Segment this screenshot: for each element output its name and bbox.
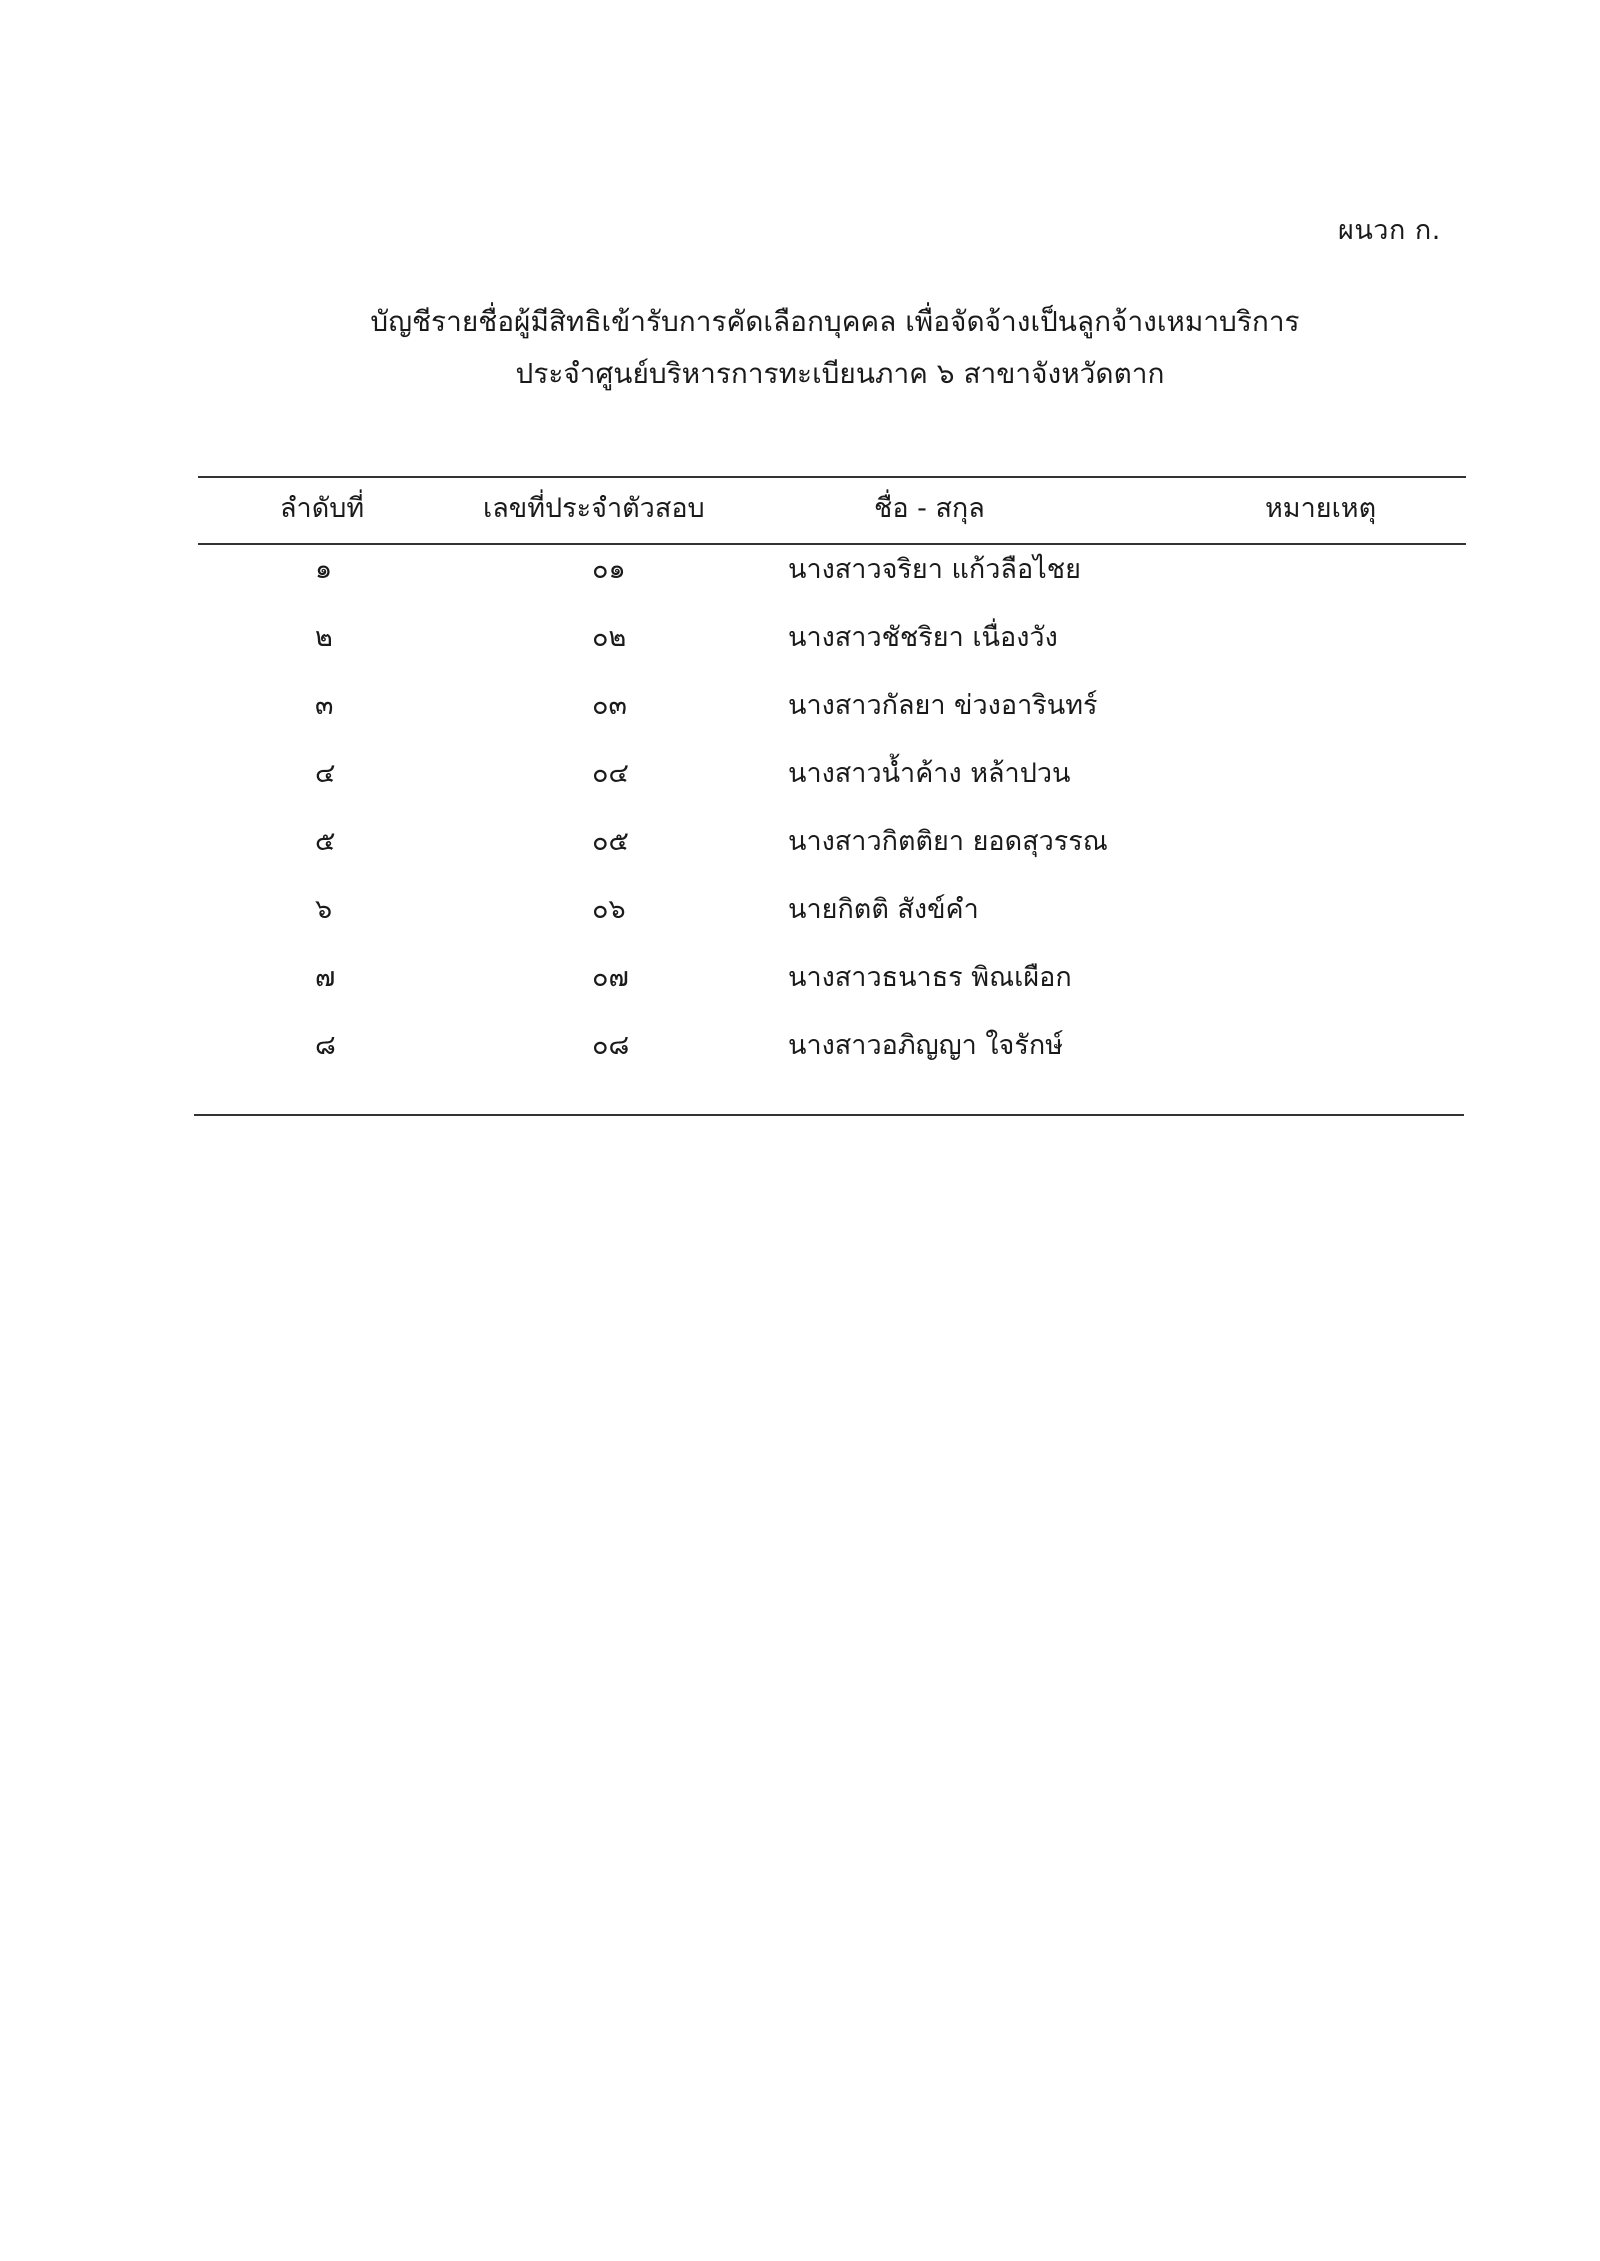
cell-no: ๕ bbox=[315, 826, 336, 857]
cell-no: ๓ bbox=[315, 690, 334, 721]
title-line-2: ประจำศูนย์บริหารการทะเบียนภาค ๖ สาขาจังหวัดตาก bbox=[515, 357, 1165, 390]
header-exam-id: เลขที่ประจำตัวสอบ bbox=[483, 493, 705, 524]
cell-name: นางสาวชัชริยา เนื่องวัง bbox=[788, 622, 1058, 653]
cell-no: ๔ bbox=[315, 758, 336, 789]
cell-exam-id: ๐๘ bbox=[592, 1030, 630, 1061]
cell-name: นางสาวน้ำค้าง หล้าปวน bbox=[788, 758, 1071, 789]
cell-name: นางสาวธนาธร พิณเผือก bbox=[788, 962, 1072, 993]
cell-exam-id: ๐๓ bbox=[592, 690, 627, 721]
table-top-rule bbox=[198, 476, 1466, 478]
cell-exam-id: ๐๖ bbox=[592, 894, 626, 925]
table-row bbox=[0, 956, 1600, 1024]
cell-exam-id: ๐๒ bbox=[592, 622, 627, 653]
cell-name: นายกิตติ สังข์คำ bbox=[788, 894, 979, 925]
cell-no: ๑ bbox=[315, 554, 333, 585]
cell-exam-id: ๐๑ bbox=[592, 554, 626, 585]
cell-exam-id: ๐๗ bbox=[592, 962, 629, 993]
header-name: ชื่อ - สกุล bbox=[874, 493, 985, 524]
table-body bbox=[0, 548, 1600, 1092]
cell-name: นางสาวอภิญญา ใจรักษ์ bbox=[788, 1030, 1064, 1061]
cell-name: นางสาวจริยา แก้วลือไชย bbox=[788, 554, 1081, 585]
header-no: ลำดับที่ bbox=[280, 493, 365, 524]
table-bottom-rule bbox=[194, 1114, 1464, 1116]
table-row bbox=[0, 888, 1600, 956]
cell-exam-id: ๐๕ bbox=[592, 826, 629, 857]
cell-name: นางสาวกิตติยา ยอดสุวรรณ bbox=[788, 826, 1108, 857]
cell-no: ๘ bbox=[315, 1030, 336, 1061]
cell-name: นางสาวกัลยา ข่วงอารินทร์ bbox=[788, 690, 1098, 721]
header-remark: หมายเหตุ bbox=[1265, 493, 1377, 524]
table-row bbox=[0, 684, 1600, 752]
table-header-rule bbox=[198, 543, 1466, 545]
table-row bbox=[0, 752, 1600, 820]
cell-no: ๖ bbox=[315, 894, 333, 925]
table-row bbox=[0, 820, 1600, 888]
cell-no: ๗ bbox=[315, 962, 336, 993]
cell-exam-id: ๐๔ bbox=[592, 758, 629, 789]
cell-no: ๒ bbox=[315, 622, 333, 653]
annex-label: ผนวก ก. bbox=[1338, 215, 1441, 246]
document-title bbox=[0, 296, 1600, 400]
table-row bbox=[0, 616, 1600, 684]
table-row bbox=[0, 1024, 1600, 1092]
title-line-1: บัญชีรายชื่อผู้มีสิทธิเข้ารับการคัดเลือกบุคคล เพื่อจัดจ้างเป็นลูกจ้างเหมาบริการ bbox=[370, 305, 1300, 338]
table-row bbox=[0, 548, 1600, 616]
